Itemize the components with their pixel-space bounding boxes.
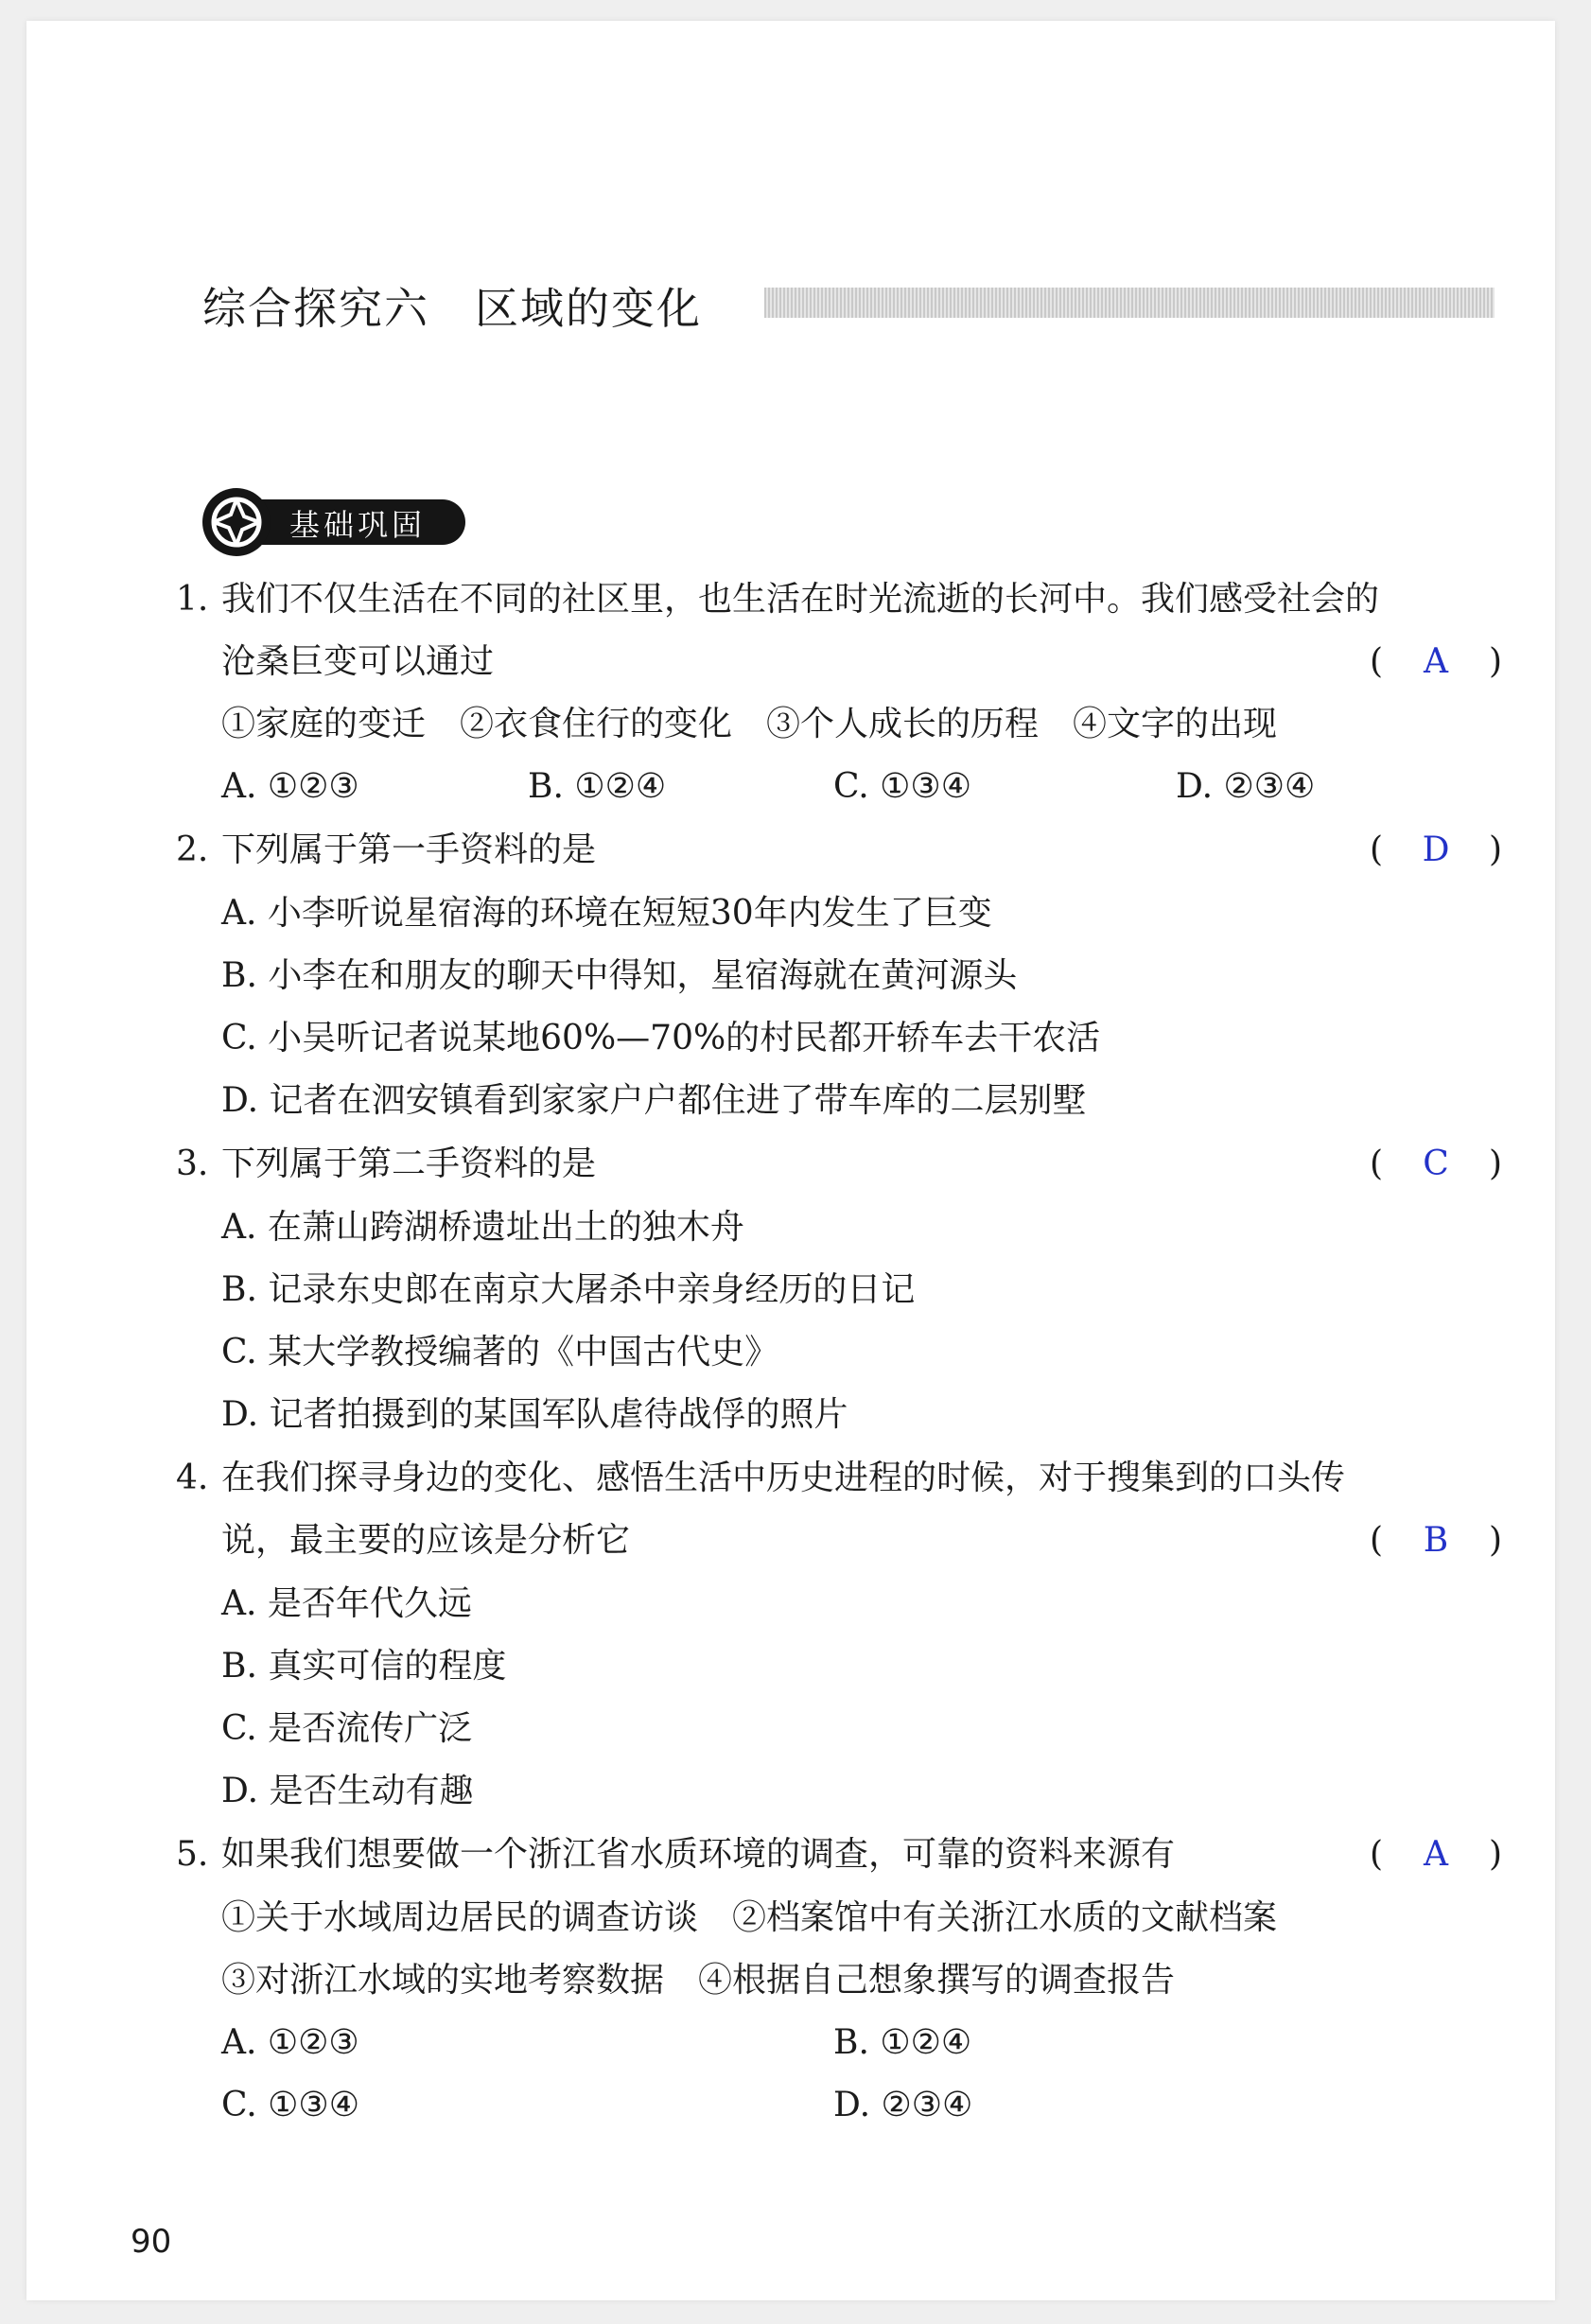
page-number: 90 — [131, 2223, 172, 2261]
question-text: 说，最主要的应该是分析它 — [221, 1521, 631, 1560]
option-c: C. 小吴听记者说某地60%—70%的村民都开轿车去干农活 — [221, 1019, 1101, 1057]
right-paren: ) — [1488, 1145, 1502, 1183]
option-b: B. 真实可信的程度 — [221, 1647, 507, 1686]
option-b: B. 记录东史郎在南京大屠杀中亲身经历的日记 — [221, 1270, 916, 1309]
chapter-title: 综合探究六 区域的变化 — [202, 283, 702, 334]
left-paren: ( — [1370, 830, 1384, 869]
option-c: C. ①③④ — [221, 2086, 359, 2124]
option-a: A. 在萧山跨湖桥遗址出土的独木舟 — [221, 1208, 744, 1247]
statement-line: ①家庭的变迁 ②衣食住行的变化 ③个人成长的历程 ④文字的出现 — [221, 705, 1278, 743]
left-paren: ( — [1370, 1835, 1384, 1874]
left-paren: ( — [1370, 1521, 1384, 1560]
question-number: 3. — [176, 1145, 209, 1183]
right-paren: ) — [1488, 1521, 1502, 1560]
aperture-icon — [202, 488, 271, 556]
right-paren: ) — [1488, 1835, 1502, 1874]
option-a: A. ①②③ — [221, 767, 359, 806]
option-d: D. ②③④ — [833, 2086, 973, 2124]
left-paren: ( — [1370, 642, 1384, 681]
right-paren: ) — [1488, 642, 1502, 681]
question-number: 4. — [176, 1459, 209, 1497]
option-c: C. ①③④ — [833, 767, 971, 806]
question-text: 下列属于第二手资料的是 — [221, 1145, 597, 1183]
right-paren: ) — [1488, 830, 1502, 869]
answer-letter: B — [1423, 1521, 1449, 1560]
question-text: 我们不仅生活在不同的社区里，也生活在时光流逝的长河中。我们感受社会的 — [221, 580, 1380, 619]
option-d: D. 记者拍摄到的某国军队虐待战俘的照片 — [221, 1395, 848, 1434]
option-b: B. 小李在和朋友的聊天中得知，星宿海就在黄河源头 — [221, 956, 1018, 995]
option-d: D. 记者在泗安镇看到家家户户都住进了带车库的二层别墅 — [221, 1081, 1087, 1120]
option-a: A. 是否年代久远 — [221, 1584, 472, 1623]
section-label: 基础巩固 — [289, 507, 427, 543]
option-a: A. 小李听说星宿海的环境在短短30年内发生了巨变 — [221, 894, 992, 933]
option-c: C. 某大学教授编著的《中国古代史》 — [221, 1333, 779, 1372]
title-decorative-bar — [764, 288, 1495, 318]
chapter-title-row — [202, 274, 1495, 341]
option-a: A. ①②③ — [221, 2023, 359, 2062]
question-text: 在我们探寻身边的变化、感悟生活中历史进程的时候，对于搜集到的口头传 — [221, 1459, 1346, 1497]
statement-line: ③对浙江水域的实地考察数据 ④根据自己想象撰写的调查报告 — [221, 1961, 1176, 2000]
question-number: 2. — [176, 830, 209, 869]
question-text: 沧桑巨变可以通过 — [221, 642, 495, 681]
statement-line: ①关于水域周边居民的调查访谈 ②档案馆中有关浙江水质的文献档案 — [221, 1898, 1278, 1937]
option-b: B. ①②④ — [528, 767, 667, 806]
question-text: 如果我们想要做一个浙江省水质环境的调查，可靠的资料来源有 — [221, 1835, 1176, 1874]
question-number: 1. — [176, 580, 209, 619]
option-d: D. ②③④ — [1176, 767, 1316, 806]
answer-letter: D — [1422, 830, 1450, 869]
question-text: 下列属于第一手资料的是 — [221, 830, 597, 869]
answer-letter: A — [1424, 642, 1448, 681]
section-badge — [202, 488, 467, 556]
answer-letter: A — [1424, 1835, 1448, 1874]
left-paren: ( — [1370, 1145, 1384, 1183]
question-number: 5. — [176, 1835, 209, 1874]
worksheet-page — [26, 21, 1555, 2300]
option-b: B. ①②④ — [833, 2023, 972, 2062]
option-d: D. 是否生动有趣 — [221, 1772, 474, 1810]
answer-letter: C — [1423, 1145, 1449, 1183]
option-c: C. 是否流传广泛 — [221, 1709, 473, 1748]
